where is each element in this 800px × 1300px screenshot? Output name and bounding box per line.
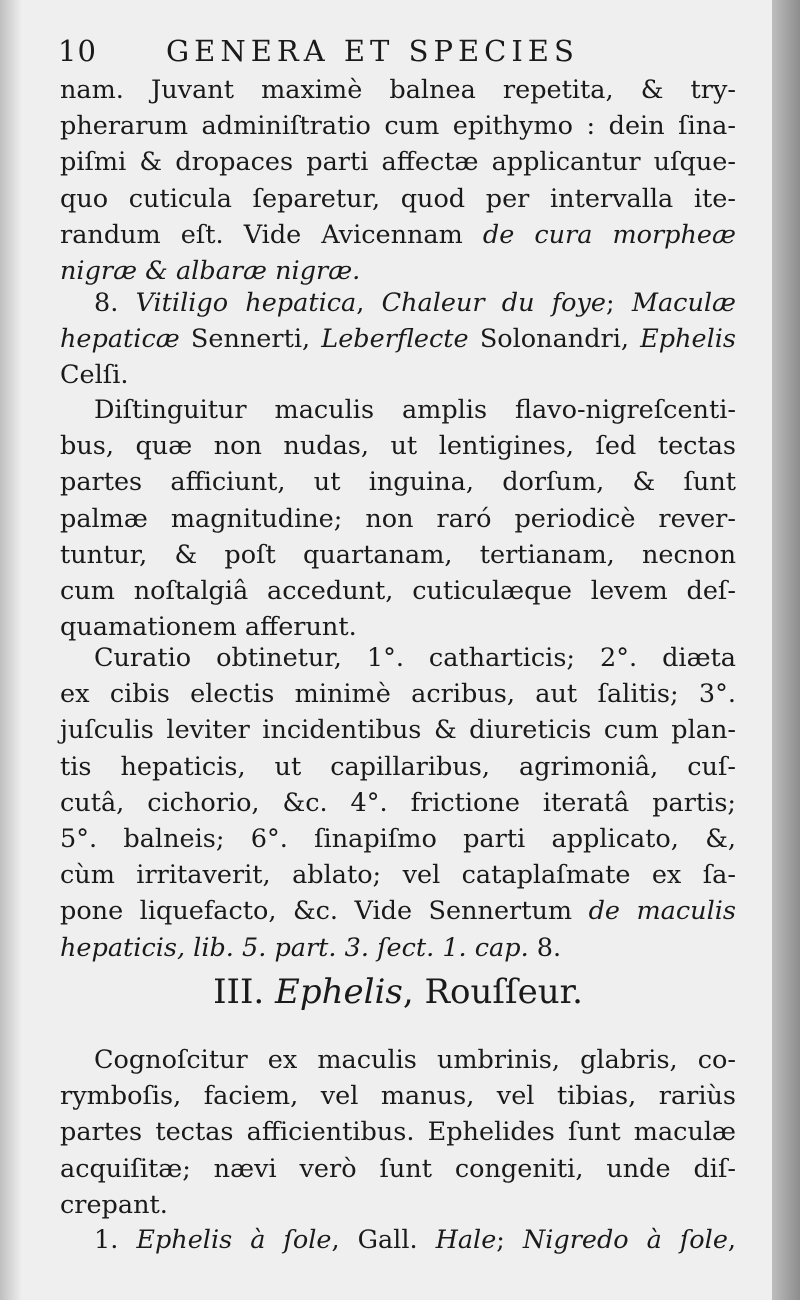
entry-heading-line: hepaticæ Sennerti, Leberflecte Solonandri, Ephelis	[60, 324, 737, 355]
text-line: cum noſtalgiâ accedunt, cuticulæque levem deſ-	[60, 575, 736, 606]
text-segment: 8.	[536, 932, 562, 963]
entry-name: Chaleur du foye	[381, 288, 607, 318]
section-numeral: III.	[213, 972, 265, 1012]
text-line: Diſtinguitur maculis amplis flavo-nigreſcenti-	[94, 395, 736, 425]
paragraph-ephelis	[60, 1042, 736, 1223]
reference-italic: de maculis	[588, 896, 736, 927]
text-segment: pone liquefacto, &c. Vide Sennertum	[60, 896, 573, 927]
text-line: bus, quæ non nudas, ut lentigines, ſed tectas	[60, 431, 736, 462]
text-line: 5°. balneis; 6°. ſinapiſmo parti applicato, &,	[60, 823, 736, 854]
paragraph-treatment	[60, 640, 736, 966]
text-line: nam. Juvant maximè balnea repetita, & try-	[60, 75, 736, 105]
entry-8	[60, 285, 736, 394]
text-line: acquiſitæ; nævi verò ſunt congeniti, unde diſ-	[60, 1153, 736, 1184]
entry-heading-line: 1. Ephelis à ſole, Gall. Hale; Nigredo à ſole,	[94, 1225, 737, 1255]
entry-name: Leberflecte	[321, 324, 469, 355]
text-line: tis hepaticis, ut capillaribus, agrimoniâ, cuſ-	[60, 751, 736, 782]
text-line: juſculis leviter incidentibus & diureticis cum plan-	[60, 715, 736, 746]
reference-italic: hepaticis, lib. 5. part. 3. ſect. 1. cap.	[60, 932, 529, 963]
text-line: partes tectas afficientibus. Ephelides ſunt maculæ	[60, 1117, 736, 1148]
reference-italic: de cura morpheæ	[482, 219, 736, 250]
text-line: quo cuticula ſeparetur, quod per intervalla ite-	[60, 183, 736, 214]
text-line: palmæ magnitudine; non raró periodicè rever-	[60, 503, 736, 534]
running-header	[58, 34, 734, 74]
text-segment: randum eſt. Vide Avicennam	[60, 219, 463, 250]
entry-name: hepaticæ	[60, 324, 180, 355]
text-line: cùm irritaverit, ablato; vel cataplaſmate ex ſa-	[60, 860, 736, 891]
author: Sennerti	[190, 324, 302, 355]
text-line: quamationem afferunt.	[60, 612, 357, 643]
entry-name: Ephelis à ſole	[136, 1225, 332, 1255]
text-line	[60, 893, 736, 929]
reference-italic: nigræ & albaræ nigræ.	[60, 255, 361, 286]
entry-heading-line: 8. Vitiligo hepatica, Chaleur du foye; Maculæ	[94, 288, 736, 318]
text-line: partes afficiunt, ut inguina, dorſum, & ſunt	[60, 467, 736, 498]
book-gutter	[772, 0, 800, 1300]
entry-name: Hale	[435, 1225, 497, 1255]
text-line: piſmi & dropaces parti affectæ applicantur uſque-	[60, 147, 736, 178]
section-author: Rouſſeur.	[424, 972, 583, 1012]
language-label: Gall.	[357, 1225, 418, 1255]
entry-number: 8.	[94, 288, 119, 318]
text-line: Curatio obtinetur, 1°. catharticis; 2°. diæta	[94, 643, 736, 673]
section-name: Ephelis	[275, 972, 403, 1012]
text-line: ex cibis electis minimè acribus, aut ſalitis; 3°.	[60, 679, 736, 710]
entry-name: Maculæ	[631, 288, 736, 318]
entry-name: Ephelis	[640, 324, 737, 355]
text-line	[60, 930, 736, 966]
paragraph-description	[60, 392, 736, 645]
running-title: GENERA ET SPECIES	[166, 34, 579, 68]
author: Solonandri	[479, 324, 621, 355]
entry-number: 1.	[94, 1225, 119, 1255]
entry-1	[60, 1222, 736, 1258]
author: Celſi.	[60, 360, 129, 391]
text-line: Cognoſcitur ex maculis umbrinis, glabris, co-	[94, 1045, 736, 1075]
text-line: cutâ, cichorio, &c. 4°. frictione iteratâ partis;	[60, 787, 736, 818]
text-line: rymboſis, faciem, vel manus, vel tibias, rariùs	[60, 1081, 736, 1112]
entry-name: Nigredo à ſole	[522, 1225, 728, 1255]
text-line	[60, 217, 736, 253]
section-heading: III. Ephelis, Rouſſeur.	[213, 972, 583, 1012]
text-line: pherarum adminiſtratio cum epithymo : dein ſina-	[60, 111, 736, 142]
paragraph-continuation	[60, 72, 736, 289]
text-line: tuntur, & poſt quartanam, tertianam, necnon	[60, 539, 736, 570]
text-line: crepant.	[60, 1189, 168, 1220]
page-shadow	[0, 0, 22, 1300]
entry-name: Vitiligo hepatica	[135, 288, 357, 318]
page-number: 10	[58, 34, 97, 68]
